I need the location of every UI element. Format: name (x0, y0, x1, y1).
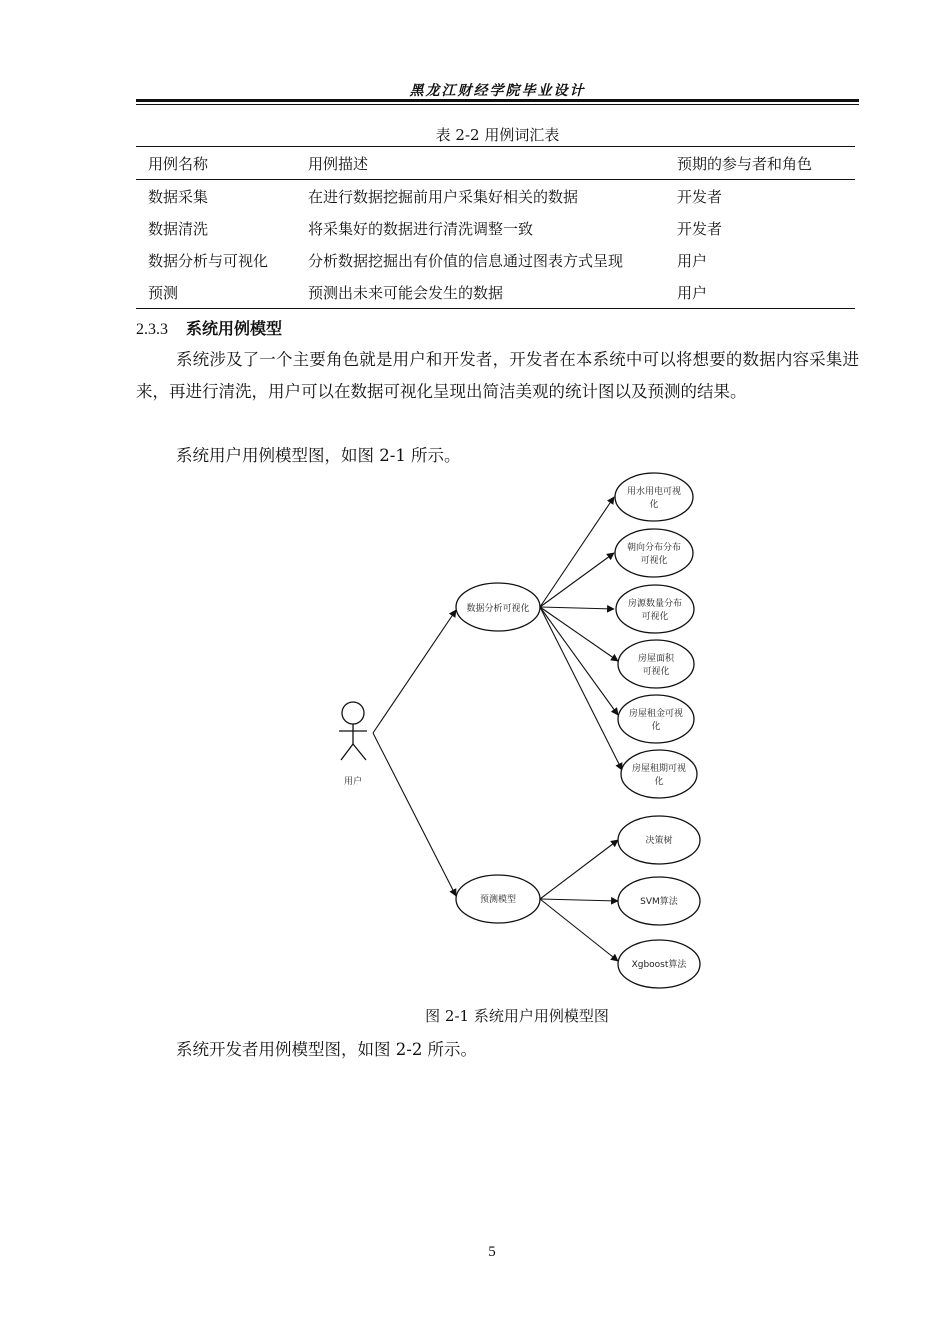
use-case-label: 化 (654, 777, 664, 787)
use-case-diagram (330, 470, 710, 1000)
column-header: 用例描述 (308, 154, 369, 173)
use-case-label: 化 (649, 500, 659, 510)
arrow-prediction-to-case-2 (540, 899, 618, 901)
table-cell: 分析数据挖掘出有价值的信息通过图表方式呈现 (308, 251, 624, 270)
use-case-ellipse (618, 640, 694, 688)
arrow-analysis-to-case-3 (540, 607, 614, 609)
section-number: 2.3.3 (136, 321, 168, 338)
arrow-analysis-to-case-2 (540, 553, 614, 607)
use-case-label: 化 (651, 722, 661, 732)
table-cell: 将采集好的数据进行清洗调整一致 (308, 219, 534, 238)
use-case-label: 用水用电可视 (626, 487, 682, 497)
page-number: 5 (488, 1244, 496, 1260)
table-cell: 用户 (677, 283, 708, 302)
use-case-ellipse (615, 529, 693, 577)
use-case-label: 可视化 (642, 667, 670, 677)
arrow-analysis-to-case-1 (540, 497, 614, 607)
body-paragraph: 系统涉及了一个主要角色就是用户和开发者，开发者在本系统中可以将想要的数据内容采集进来，再进行清洗，用户可以在数据可视化呈现出简洁美观的统计图以及预测的结果。 (136, 349, 859, 401)
table-row (136, 276, 855, 309)
use-case-label: 房源数量分布 (627, 599, 683, 609)
table-cell: 预测出未来可能会发生的数据 (308, 283, 504, 302)
use-case-label: SVM算法 (640, 897, 678, 907)
table-cell: 数据分析与可视化 (148, 251, 269, 270)
table-cell: 数据采集 (148, 187, 209, 206)
use-case-vocabulary-table (136, 146, 855, 309)
use-case-label: Xgboost算法 (631, 960, 687, 970)
arrow-prediction-to-case-1 (540, 840, 618, 899)
header-rule (136, 99, 859, 102)
arrow-analysis-to-case-6 (540, 607, 622, 770)
arrow-user-to-analysis (373, 610, 456, 733)
table-cell: 预测 (148, 283, 179, 302)
arrow-user-to-prediction (373, 733, 456, 896)
use-case-ellipse (618, 695, 694, 743)
arrow-analysis-to-case-4 (540, 607, 618, 661)
table-cell: 开发者 (677, 219, 723, 238)
body-paragraph: 系统用户用例模型图，如图 2-1 所示。 (176, 445, 461, 465)
use-case-diagram-svg (330, 470, 710, 1000)
table-row (136, 212, 855, 244)
use-case-label: 房屋面积 (637, 654, 675, 664)
body-paragraph: 系统开发者用例模型图，如图 2-2 所示。 (176, 1039, 478, 1059)
section-title: 系统用例模型 (186, 319, 283, 338)
use-case-ellipse (615, 473, 693, 521)
use-case-label: 可视化 (640, 556, 668, 566)
table-caption: 表 2-2 用例词汇表 (435, 126, 560, 144)
use-case-label: 可视化 (641, 612, 669, 622)
use-case-label: 房屋租期可视 (631, 764, 687, 774)
use-case-label: 朝向分布分布 (626, 543, 682, 553)
table-cell: 用户 (677, 251, 708, 270)
arrow-prediction-to-case-3 (540, 899, 618, 961)
table-cell: 数据清洗 (148, 219, 209, 238)
use-case-ellipse (616, 585, 694, 633)
table-row (136, 244, 855, 276)
prediction-hub-label: 预测模型 (479, 895, 517, 905)
user-actor-icon (339, 702, 367, 760)
section-heading (136, 316, 282, 339)
table-cell: 开发者 (677, 187, 723, 206)
column-header: 用例名称 (148, 154, 209, 173)
table-cell: 在进行数据挖掘前用户采集好相关的数据 (308, 187, 579, 206)
column-header: 预期的参与者和角色 (677, 154, 813, 173)
page-header-title: 黑龙江财经学院毕业设计 (409, 83, 586, 99)
actor-label: 用户 (343, 777, 363, 787)
table-row (136, 180, 855, 213)
arrow-analysis-to-case-5 (540, 607, 618, 715)
use-case-ellipse (621, 750, 697, 798)
header-rule-thin (136, 104, 859, 105)
table-header-row (136, 147, 855, 180)
use-case-label: 房屋租金可视 (628, 709, 684, 719)
figure-caption: 图 2-1 系统用户用例模型图 (425, 1007, 609, 1025)
analysis-hub-label: 数据分析可视化 (466, 604, 530, 614)
use-case-label: 决策树 (645, 836, 673, 846)
